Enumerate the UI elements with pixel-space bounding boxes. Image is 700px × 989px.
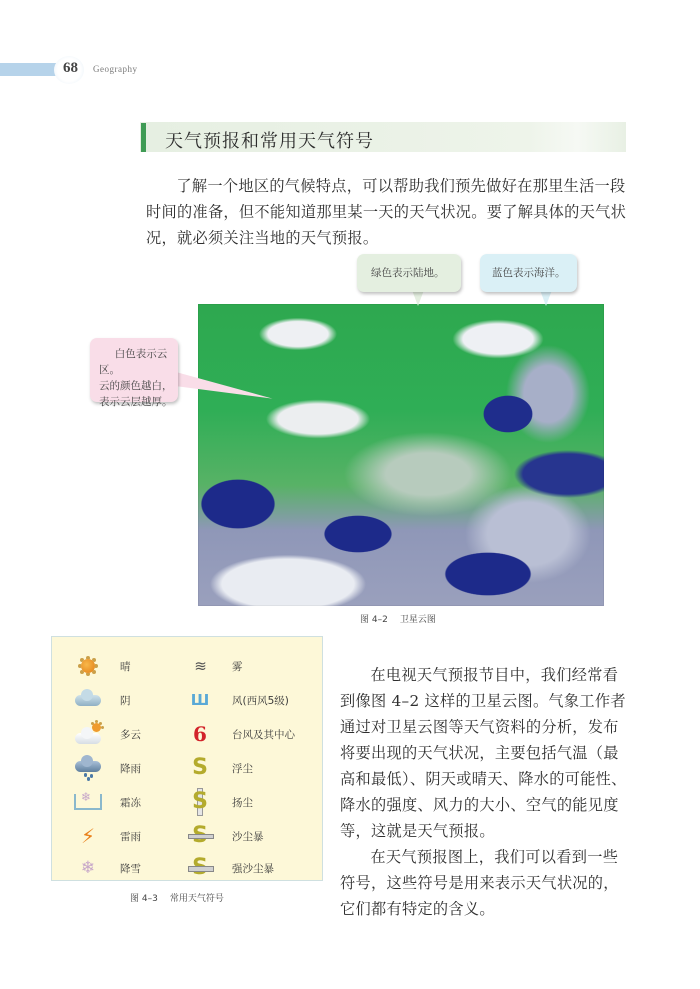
wind-icon: Ш [190, 691, 210, 709]
snow-icon: ❄ [80, 857, 96, 878]
fog-icon: ≋ [194, 657, 206, 675]
header-bar [0, 63, 56, 76]
legend-item-blowing-dust [186, 785, 253, 819]
sandstorm-icon [186, 824, 214, 848]
legend-label: 沙尘暴 [232, 830, 264, 843]
typhoon-icon: 6 [193, 722, 207, 746]
legend-label: 阴 [120, 694, 131, 707]
legend-label: 霜冻 [120, 796, 141, 809]
legend-item-wind [186, 683, 289, 717]
sunny-icon [81, 659, 95, 673]
section-title: 天气预报和常用天气符号 [165, 131, 374, 152]
callout-cloud-line-3: 表示云层越厚。 [99, 396, 173, 408]
overcast-icon [75, 695, 101, 706]
satellite-image-border [198, 304, 604, 606]
legend-item-sunny [74, 649, 131, 683]
callout-land-text: 绿色表示陆地。 [371, 267, 445, 279]
legend-label: 台风及其中心 [232, 728, 295, 741]
figure-title: 常用天气符号 [169, 894, 224, 904]
legend-item-frost [74, 785, 141, 819]
callout-land [357, 254, 461, 292]
legend-item-thunderstorm [74, 819, 141, 853]
callout-green-pointer [412, 290, 424, 306]
floating-dust-icon: S [192, 755, 208, 780]
body-paragraph-2: 在天气预报图上，我们可以看到一些符号，这些符号是用来表示天气状况的，它们都有特定的含义。 [340, 848, 619, 918]
legend-item-overcast [74, 683, 131, 717]
legend-item-snow [74, 851, 141, 885]
figure-number: 图 4–3 [130, 894, 158, 904]
legend-label: 多云 [120, 728, 141, 741]
figure-4-3-caption [130, 891, 224, 904]
body-text [340, 662, 632, 922]
blowing-dust-icon: S [192, 789, 208, 814]
legend-label: 降雨 [120, 762, 141, 775]
legend-item-floating-dust [186, 751, 253, 785]
callout-cloud-line-1: 白色表示云区。 [99, 348, 168, 376]
section-title-accent [141, 123, 146, 152]
legend-item-partly-cloudy [74, 717, 141, 751]
callout-ocean [480, 254, 577, 292]
intro-paragraph: 了解一个地区的气候特点，可以帮助我们预先做好在那里生活一段时间的准备，但不能知道那里某一天的天气状况。要了解具体的天气状况，就必须关注当地的天气预报。 [146, 177, 627, 247]
figure-4-2-caption [360, 612, 436, 625]
figure-number: 图 4–2 [360, 615, 388, 625]
legend-label: 扬尘 [232, 796, 253, 809]
legend-label: 雾 [232, 660, 243, 673]
legend-item-severe-sandstorm [186, 851, 274, 885]
callout-blue-pointer [540, 290, 552, 306]
legend-label: 强沙尘暴 [232, 862, 274, 875]
severe-sandstorm-icon [186, 856, 214, 880]
legend-label: 晴 [120, 660, 131, 673]
legend-item-rain [74, 751, 141, 785]
rain-icon [74, 756, 102, 780]
legend-label: 雷雨 [120, 830, 141, 843]
weather-symbols-legend [51, 636, 323, 881]
callout-cloud [90, 338, 178, 408]
partly-cloudy-icon [74, 722, 102, 746]
thunderstorm-icon: ⚡ [80, 824, 96, 848]
callout-ocean-text: 蓝色表示海洋。 [492, 267, 566, 279]
callout-cloud-line-2: 云的颜色越白， [99, 380, 173, 392]
legend-item-sandstorm [186, 819, 264, 853]
subject-label: Geography [93, 64, 138, 74]
page-number: 68 [63, 60, 78, 76]
legend-label: 浮尘 [232, 762, 253, 775]
legend-item-fog [186, 649, 243, 683]
frost-icon: ❄ [74, 794, 102, 810]
legend-label: 风(西风5级) [232, 694, 289, 707]
figure-title: 卫星云图 [399, 615, 436, 625]
legend-item-typhoon [186, 717, 295, 751]
legend-label: 降雪 [120, 862, 141, 875]
body-paragraph-1: 在电视天气预报节目中，我们经常看到像图 4–2 这样的卫星云图。气象工作者通过对卫星云图等天气资料的分析，发布将要出现的天气状况，主要包括气温（最高和最低）、阴天或晴天、降水的可能性、降水的强度、风力的大小、空气的能见度等，这就是天气预报。 [340, 666, 627, 840]
